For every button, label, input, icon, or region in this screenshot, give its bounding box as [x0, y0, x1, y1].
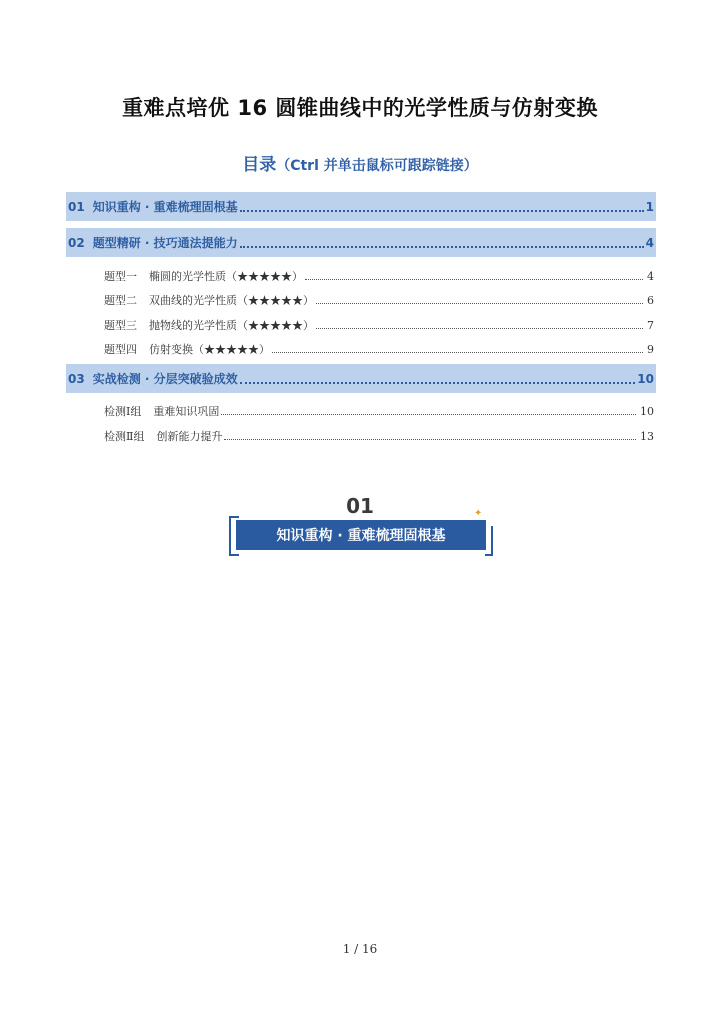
toc-subitem-page: 9 — [647, 342, 654, 356]
toc-subitem-text: 抛物线的光学性质（★★★★★） — [149, 319, 314, 332]
toc-section-page: 10 — [637, 371, 654, 386]
section-banner-label: 知识重构 · 重难梳理固根基 — [276, 528, 446, 544]
toc-section-page: 1 — [645, 199, 654, 214]
toc-section-01[interactable] — [66, 192, 656, 221]
toc-section-02[interactable] — [66, 228, 656, 257]
toc-subitem[interactable] — [104, 316, 654, 334]
toc-subitem-text: 椭圆的光学性质（★★★★★） — [149, 270, 303, 283]
toc-leader-dots — [316, 328, 643, 329]
toc-subitem[interactable] — [104, 267, 654, 285]
toc-heading — [0, 150, 720, 175]
toc-leader-dots — [272, 352, 643, 353]
toc-subitem[interactable] — [104, 291, 654, 309]
toc-leader-dots — [316, 303, 643, 304]
toc-section-label: 实战检测 · 分层突破验成效 — [92, 372, 238, 386]
toc-leader-dots — [240, 382, 636, 384]
document-title: 重难点培优 16 圆锥曲线中的光学性质与仿射变换 — [122, 96, 598, 120]
toc-leader-dots — [240, 246, 644, 248]
toc-subitem-page: 10 — [640, 404, 654, 418]
toc-subitem-page: 7 — [647, 318, 654, 332]
toc-subitem-text: 重难知识巩固 — [153, 405, 220, 418]
toc-heading-sub: （Ctrl 并单击鼠标可跟踪链接） — [276, 158, 478, 174]
toc-subitem[interactable] — [104, 402, 654, 420]
page-number: 1 / 16 — [342, 942, 378, 956]
toc-section-03[interactable] — [66, 364, 656, 393]
toc-subitem[interactable] — [104, 340, 654, 358]
toc-subitem-text: 双曲线的光学性质（★★★★★） — [149, 294, 314, 307]
banner-bracket-right — [485, 526, 493, 556]
toc-subitem-page: 6 — [647, 293, 654, 307]
toc-subitem-label: 题型二 — [104, 294, 137, 307]
toc-section-number: 01 — [68, 199, 85, 214]
toc-subitem-label: 检测Ⅱ组 — [104, 430, 145, 443]
toc-section-label: 题型精研 · 技巧通法提能力 — [92, 236, 238, 250]
toc-leader-dots — [240, 210, 644, 212]
toc-subitem[interactable] — [104, 427, 654, 445]
toc-leader-dots — [224, 439, 636, 440]
toc-heading-main: 目录 — [242, 155, 277, 175]
toc-subitem-page: 4 — [647, 269, 654, 283]
toc-subitem-label: 题型一 — [104, 270, 137, 283]
section-banner-number: 01 — [346, 494, 374, 518]
toc-subitem-text: 仿射变换（★★★★★） — [149, 343, 270, 356]
toc-subitem-label: 检测Ⅰ组 — [104, 405, 142, 418]
toc-section-label: 知识重构 · 重难梳理固根基 — [92, 200, 238, 214]
toc-subitem-label: 题型四 — [104, 343, 137, 356]
toc-section-number: 02 — [68, 235, 85, 250]
toc-section-page: 4 — [645, 235, 654, 250]
toc-leader-dots — [305, 279, 643, 280]
toc-leader-dots — [221, 414, 636, 415]
toc-section-number: 03 — [68, 371, 85, 386]
sparkle-icon: ✦ — [474, 508, 483, 519]
section-banner — [236, 520, 486, 550]
toc-subitem-label: 题型三 — [104, 319, 137, 332]
toc-subitem-text: 创新能力提升 — [156, 430, 223, 443]
toc-subitem-page: 13 — [640, 429, 654, 443]
